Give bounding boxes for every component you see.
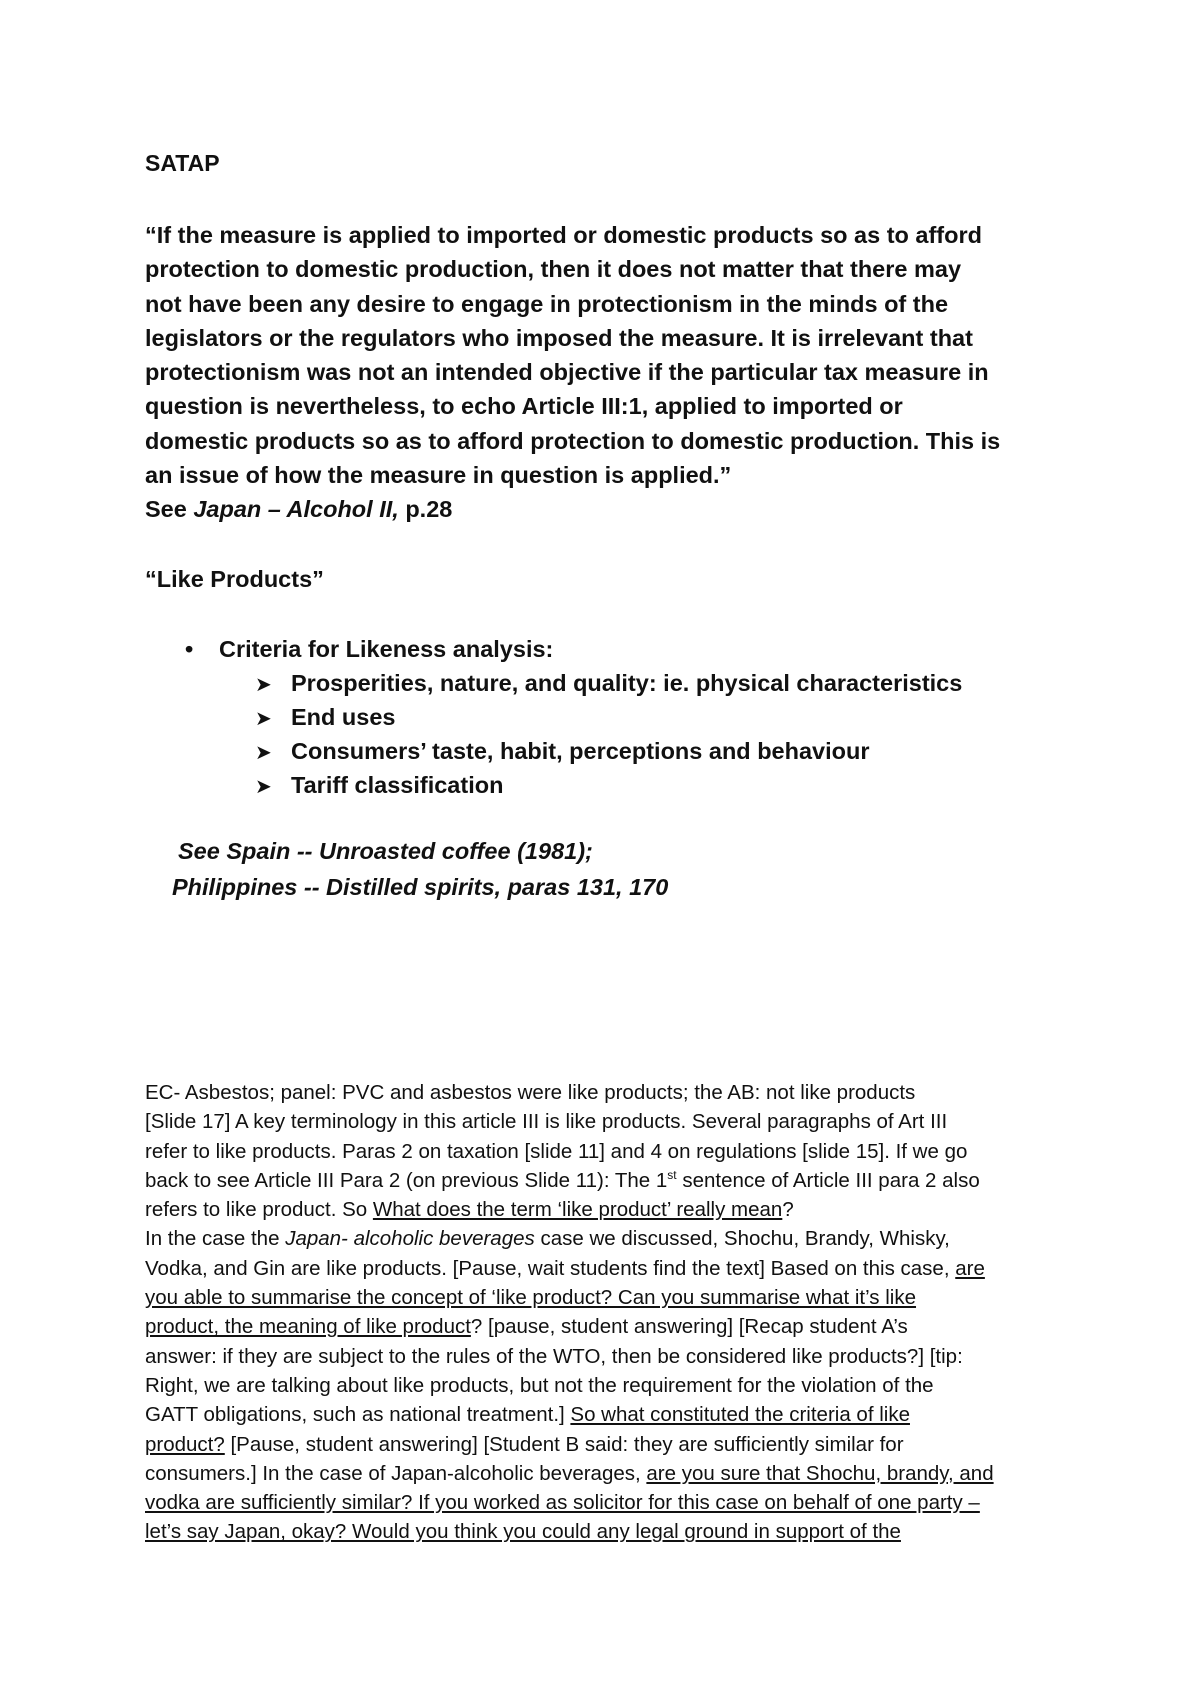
arrow-bullet-icon: ➤ [255, 674, 272, 696]
notes-text: ? [pause, student answering] [Recap student A’s [470, 1315, 908, 1339]
notes-underlined: What does the term ‘like product’ really mean [372, 1198, 783, 1222]
notes-text: ? [782, 1198, 794, 1222]
criteria-sub-item [255, 738, 870, 765]
notes-line [145, 1459, 1065, 1488]
notes-line [145, 1195, 1065, 1224]
notes-line [145, 1430, 1065, 1459]
notes-text: [Pause, student answering] [Student B said: they are sufficiently similar for [224, 1432, 904, 1456]
quote-line: an issue of how the measure in question is applied.” [145, 462, 732, 489]
quote-line: not have been any desire to engage in protectionism in the minds of the [145, 290, 949, 317]
notes-underlined: you able to summarise the concept of ‘like product? Can you summarise what it’s like [145, 1286, 917, 1310]
citation-case: Japan – Alcohol II, [193, 496, 399, 522]
notes-underlined: are [955, 1256, 985, 1280]
lecture-notes [145, 1078, 1065, 1547]
like-products-heading: “Like Products” [145, 566, 324, 592]
notes-superscript: st [667, 1168, 677, 1183]
notes-text: GATT obligations, such as national treatment.] [145, 1403, 571, 1427]
criteria-label: Criteria for Likeness analysis: [219, 636, 554, 662]
notes-line [145, 1400, 1065, 1429]
quote-line: domestic products so as to afford protection to domestic production. This is [145, 427, 1001, 454]
notes-text: consumers.] In the case of Japan-alcoholic beverages, [145, 1461, 647, 1485]
notes-line [145, 1283, 1065, 1312]
citation-philippines: Philippines -- Distilled spirits, paras 131, 170 [172, 874, 669, 900]
notes-underlined: product, the meaning of like product [145, 1315, 471, 1339]
notes-line: EC- Asbestos; panel: PVC and asbestos were like products; the AB: not like products [145, 1081, 916, 1104]
notes-underlined: So what constituted the criteria of like [570, 1403, 910, 1427]
notes-text: back to see Article III Para 2 (on previous Slide 11): The 1 [145, 1168, 668, 1192]
notes-text: case we discussed, Shochu, Brandy, Whisky, [534, 1227, 950, 1251]
notes-line [145, 1517, 1065, 1546]
quote-line: legislators or the regulators who imposed the measure. It is irrelevant that [145, 324, 973, 351]
arrow-bullet-icon: ➤ [255, 742, 272, 764]
criteria-sub-item [255, 772, 503, 799]
arrow-bullet-icon: ➤ [255, 708, 272, 730]
criteria-sub-label: Tariff classification [291, 772, 504, 798]
notes-text: In the case the [145, 1227, 286, 1251]
notes-underlined: are you sure that Shochu, brandy, and [646, 1461, 994, 1485]
notes-line: answer: if they are subject to the rules of the WTO, then be considered like products?] [tip: [145, 1344, 963, 1368]
notes-line [145, 1312, 1065, 1341]
notes-line: Right, we are talking about like products, but not the requirement for the violation of the [145, 1373, 934, 1397]
notes-text: sentence of Article III para 2 also [676, 1168, 980, 1192]
quote-line: question is nevertheless, to echo Article III:1, applied to imported or [145, 393, 903, 420]
citation-suffix: p.28 [398, 496, 453, 522]
criteria-sub-item [255, 704, 395, 731]
notes-text: Vodka, and Gin are like products. [Pause, wait students find the text] Based on this case, [145, 1256, 956, 1280]
citation-prefix: See [145, 496, 194, 522]
arrow-bullet-icon: ➤ [255, 776, 272, 798]
notes-underlined: let’s say Japan, okay? Would you think you could any legal ground in support of the [145, 1520, 901, 1544]
bullet-icon: • [185, 636, 194, 662]
notes-italic: Japan- alcoholic beverages [285, 1227, 535, 1251]
notes-line [145, 1488, 1065, 1517]
quote-line: protection to domestic production, then it does not matter that there may [145, 256, 962, 283]
notes-line [145, 1254, 1065, 1283]
criteria-sub-label: Prosperities, nature, and quality: ie. physical characteristics [291, 670, 963, 696]
quote-block [145, 218, 1055, 492]
quote-line: protectionism was not an intended objective if the particular tax measure in [145, 359, 989, 386]
notes-underlined: vodka are sufficiently similar? If you worked as solicitor for this case on behalf of one party – [145, 1491, 980, 1515]
citation-spain: See Spain -- Unroasted coffee (1981); [178, 838, 593, 864]
notes-text: refers to like product. So [145, 1198, 373, 1222]
quote-line: “If the measure is applied to imported or domestic products so as to afford [145, 222, 982, 248]
notes-underlined: product? [145, 1432, 225, 1456]
criteria-sub-label: End uses [291, 704, 396, 730]
citation-japan [145, 496, 452, 523]
notes-line: [Slide 17] A key terminology in this article III is like products. Several paragraphs of Art III [145, 1110, 948, 1134]
notes-line [145, 1166, 1065, 1195]
criteria-sub-item [255, 670, 962, 697]
notes-line [145, 1224, 1065, 1253]
criteria-sub-label: Consumers’ taste, habit, perceptions and behaviour [291, 738, 870, 764]
criteria-bullet-item [185, 636, 553, 663]
notes-line: refer to like products. Paras 2 on taxation [slide 11] and 4 on regulations [slide 15]. If we go [145, 1139, 968, 1163]
page-title: SATAP [145, 150, 220, 176]
